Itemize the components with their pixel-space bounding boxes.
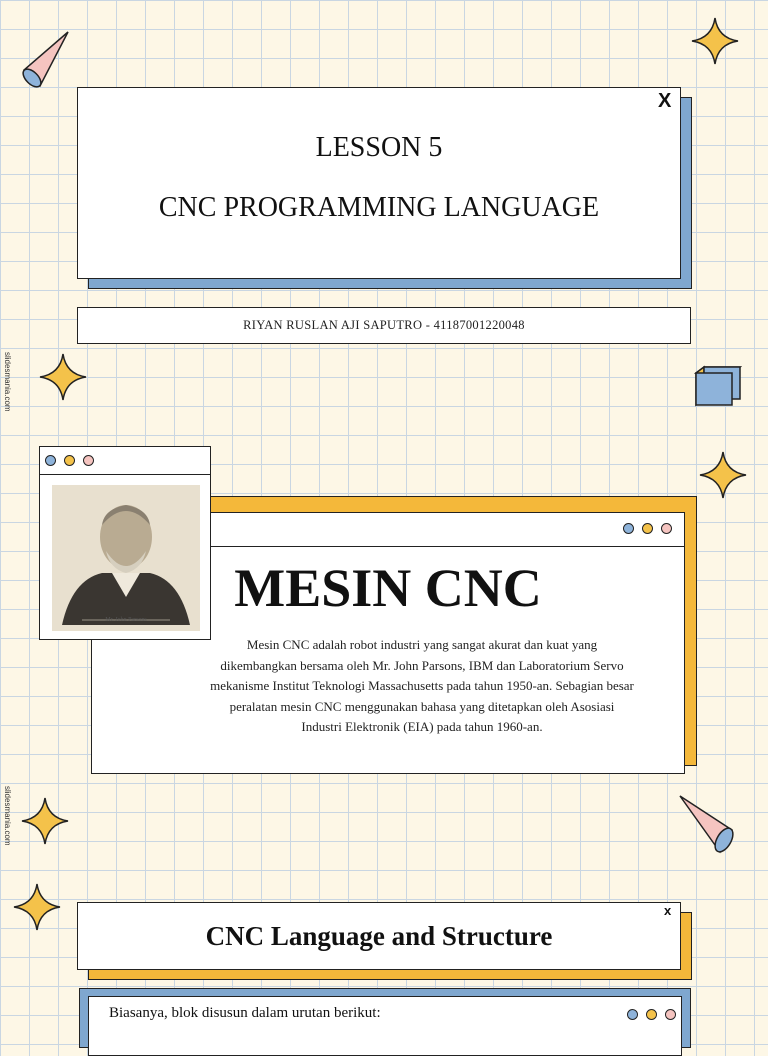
author-bar: RIYAN RUSLAN AJI SAPUTRO - 41187001220048 bbox=[77, 307, 691, 344]
watermark: slidesmania.com bbox=[3, 352, 12, 412]
window-dot-blue bbox=[45, 455, 56, 466]
window-dot-blue bbox=[627, 1009, 638, 1020]
watermark: slidesmania.com bbox=[3, 786, 12, 846]
sparkle-icon bbox=[38, 352, 88, 402]
close-button[interactable]: X bbox=[658, 90, 672, 112]
window-dot-yellow bbox=[642, 523, 653, 534]
window-dot-pink bbox=[661, 523, 672, 534]
window-dot-pink bbox=[83, 455, 94, 466]
structure-heading: CNC Language and Structure bbox=[205, 921, 553, 951]
sparkle-icon bbox=[698, 450, 748, 500]
mesin-body: Mesin CNC adalah robot industri yang sangat akurat dan kuat yang dikembangkan bersama oleh Mr. John Parsons, IBM dan Laboratorium Servo mekanisme Institut Teknologi Massachusetts pada tahun 1950-an. Sebagian besar peralatan mesin CNC menggunakan bahasa yang ditetapkan oleh Asosiasi Industri Elektronik (EIA) pada tahun 1960-an. bbox=[210, 637, 634, 734]
portrait-window bbox=[39, 446, 211, 640]
body-card bbox=[88, 996, 682, 1056]
window-dot-yellow bbox=[64, 455, 75, 466]
portrait-caption: Mr. John Parsons bbox=[105, 617, 147, 623]
close-button[interactable]: x bbox=[664, 903, 672, 918]
portrait-titlebar bbox=[40, 447, 210, 475]
lesson-title: LESSON 5 bbox=[315, 132, 443, 163]
sparkle-icon bbox=[20, 796, 70, 846]
window-dot-pink bbox=[665, 1009, 676, 1020]
window-dot-yellow bbox=[646, 1009, 657, 1020]
cone-icon bbox=[10, 30, 72, 92]
mesin-heading: MESIN CNC bbox=[234, 558, 542, 618]
cube-icon bbox=[694, 365, 742, 407]
lesson-subtitle: CNC PROGRAMMING LANGUAGE bbox=[158, 192, 600, 223]
window-dot-blue bbox=[623, 523, 634, 534]
cone-icon bbox=[676, 792, 736, 854]
structure-card bbox=[77, 902, 681, 970]
sparkle-icon bbox=[12, 882, 62, 932]
portrait-image bbox=[52, 485, 200, 631]
title-card bbox=[77, 87, 681, 279]
structure-body: Biasanya, blok disusun dalam urutan berikut: bbox=[109, 1005, 381, 1021]
sparkle-icon bbox=[690, 16, 740, 66]
